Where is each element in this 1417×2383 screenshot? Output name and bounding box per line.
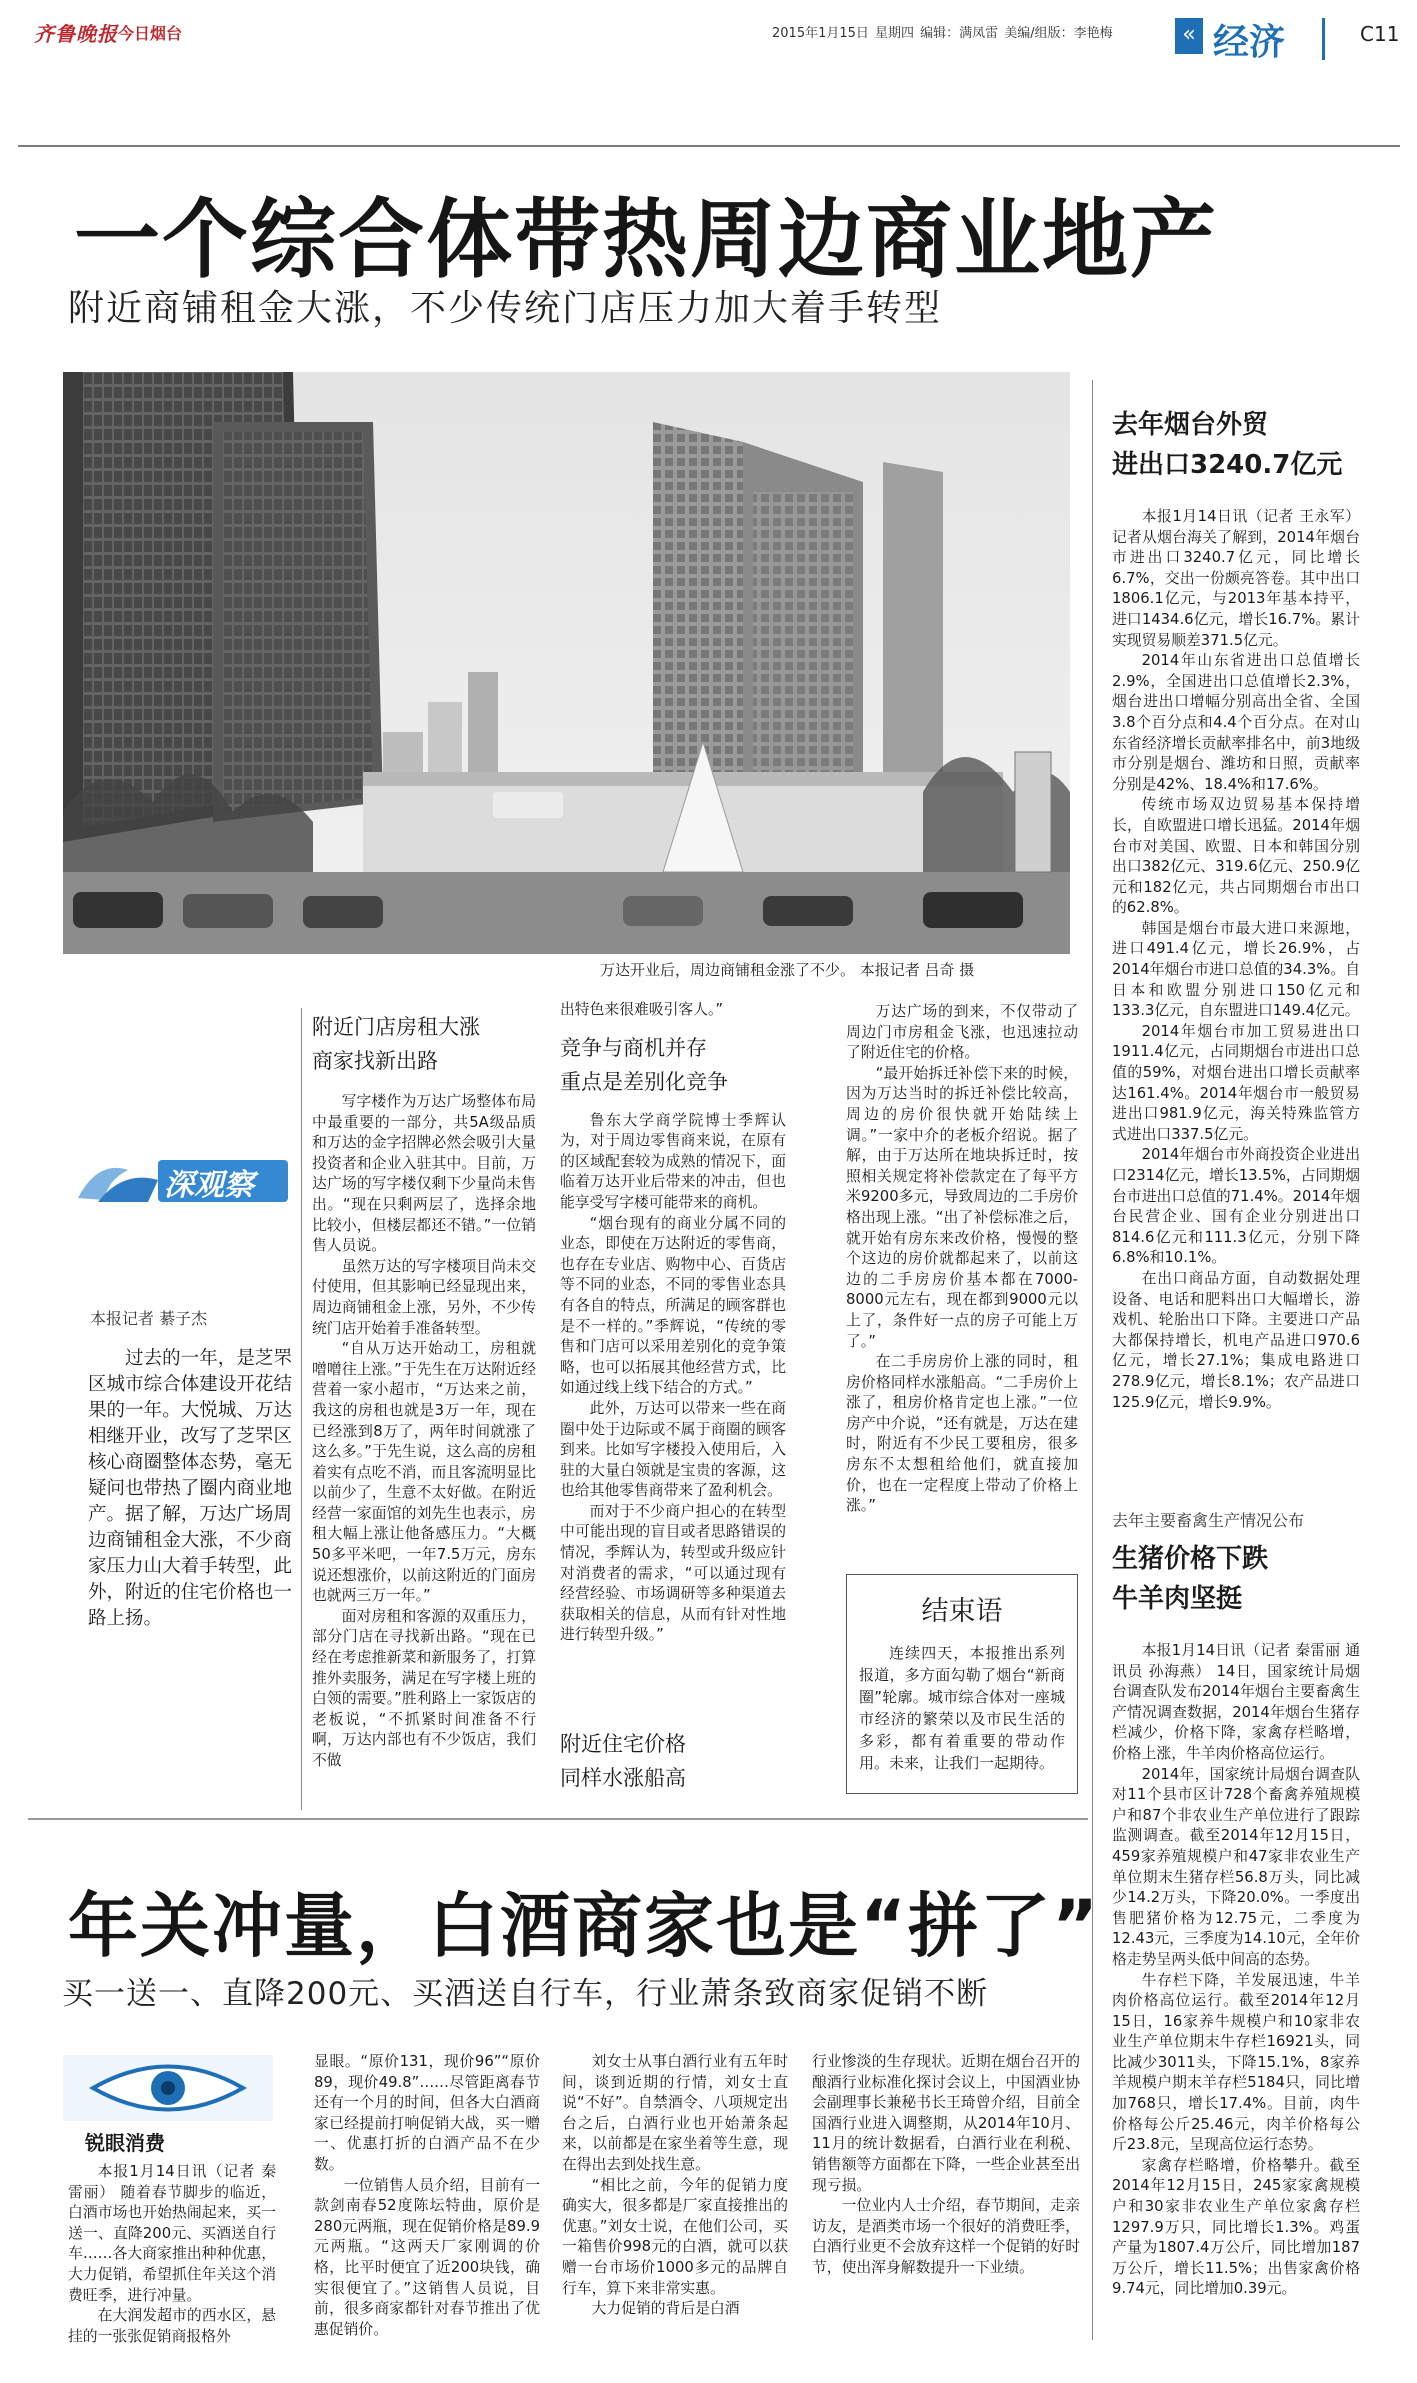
main-col-2	[560, 1000, 786, 1795]
paragraph: 传统市场双边贸易基本保持增长，自欧盟进口增长迅猛。2014年烟台市对美国、欧盟、日本和韩国分别出口382亿元、319.6亿元、250.9亿元和182亿元，共占同期烟台市出口的62.8%。	[1112, 796, 1360, 917]
paragraph: 万达广场的到来，不仅带动了周边门市房租金飞涨，也迅速拉动了附近住宅的价格。	[846, 1003, 1078, 1062]
main-col-2-body	[560, 1111, 786, 1713]
paragraph: “烟台现有的商业分属不同的业态，即使在万达附近的零售商，也存在专业店、购物中心、百货店等不同的业态，不同的零售业态具有各自的特点，所满足的顾客群也是不一样的。”季辉说，“传统的零售和门店可以采用差别化的竞争策略，也可以拓展其他经营方式，比如通过线上线下结合的方式。”	[560, 1214, 786, 1397]
paragraph: 大力促销的背后是白酒	[591, 2300, 740, 2318]
liquor-col-1	[68, 2162, 276, 2372]
section-1-title: 附近门店房租大涨	[312, 1015, 480, 1039]
paragraph: 刘女士从事白酒行业有五年时间，谈到近期的行情，刘女士直说“不好”。自禁酒令、八项规定出台之后，白酒行业也开始萧条起来，以前都是在家坐着等生意，现在得出去到处找生意。	[562, 2053, 788, 2173]
paragraph: “最开始拆迁补偿下来的时候，因为万达当时的拆迁补偿比较高，周边的房价很快就开始陆续上调。”一家中介的老板介绍说。据了解，由于万达所在地块拆迁时，按照相关规定将补偿款定在了每平方米9200多元，导致周边的二手房价格出现上涨。“出了补偿标准之后，就开始有房东来改价格，慢慢的整个这边的房价就都起来了，以前这边的二手房房价基本都在7000-8000元左右，现在都到9000元以上了，条件好一点的房子可能上万了。”	[846, 1064, 1078, 1350]
main-subhead: 附近商铺租金大涨，不少传统门店压力加大着手转型	[68, 288, 943, 329]
paragraph: 韩国是烟台市最大进口来源地，进口491.4亿元，增长26.9%，占2014年烟台市进口总值的34.3%。自日本和欧盟分别进口150亿元和133.3亿元，自东盟进口149.4亿元。	[1112, 919, 1360, 1020]
livestock-article	[1112, 1508, 1360, 2371]
liquor-subhead: 买一送一、直降200元、买酒送自行车，行业萧条致商家促销不断	[62, 1976, 989, 2012]
wanda-plaza-photo	[63, 372, 1070, 954]
section-2-title: 竞争与商机并存	[560, 1035, 707, 1060]
livestock-body	[1112, 1641, 1360, 2371]
masthead-publication: 今日烟台	[118, 24, 183, 43]
bottom-section-rule	[28, 1818, 1088, 1820]
masthead-info: 2015年1月15日 星期四 编辑：满凤雷 美编/组版：李艳梅	[772, 26, 1113, 41]
column-logo-text: 锐眼消费	[85, 2131, 165, 2155]
section-divider	[1322, 18, 1325, 60]
paragraph: 一位销售人员介绍，目前有一款剑南春52度陈坛特曲，原价是280元两瓶，现在促销价格是89.9元两瓶。“这两天厂家刚调的价格，比平时便宜了近200块钱，确实很便宜了。”这销售人员说，目前，很多商家都针对春节推出了优惠促销价。	[314, 2176, 540, 2338]
livestock-kicker: 去年主要畜禽生产情况公布	[1112, 1511, 1305, 1530]
liquor-col-3	[562, 2052, 788, 2372]
paragraph: 家禽存栏略增，价格攀升。截至2014年12月15日，245家家禽规模户和30家非农业生产单位家禽存栏1297.9万只，同比增长1.3%。鸡蛋产量为1807.4万公斤，同比增加187万公斤，增长11.5%；出售家禽价格9.74元，同比增加0.39元。	[1112, 2156, 1360, 2298]
section-badge	[1175, 12, 1335, 64]
trade-title-2: 进出口3240.7亿元	[1112, 450, 1343, 480]
liquor-col-4	[812, 2052, 1080, 2372]
paragraph: 牛存栏下降，羊发展迅速，牛羊肉价格高位运行。截至2014年12月15日，16家养牛规模户和10家非农业生产单位期末牛存栏16921头，同比减少3011头，下降15.1%，8家养羊规模户期末羊存栏5184只，同比增加768只，增长17.4%。目前，肉牛价格每公斤25.46元，肉羊价格每公斤23.8元，呈现高位运行态势。	[1112, 1971, 1360, 2154]
section-name: 经济	[1213, 22, 1286, 63]
section-2-title-2: 重点是差别化竞争	[560, 1069, 728, 1094]
main-lead	[88, 1346, 292, 1746]
paragraph: 一位业内人士介绍，春节期间，走亲访友，是酒类市场一个很好的消费旺季，白酒行业更不会放弃这样一个促销的好时节，使出浑身解数提升一下业绩。	[812, 2197, 1080, 2276]
header-rule	[18, 145, 1400, 147]
conclusion-text: 连续四天，本报推出系列报道，多方面勾勒了烟台“新商圈”轮廓。城市综合体对一座城市经济的繁荣以及市民生活的多彩，都有着重要的带动作用。未来，让我们一起期待。	[859, 1644, 1065, 1772]
trade-title-1: 去年烟台外贸	[1112, 410, 1269, 440]
eye-icon	[63, 2055, 273, 2121]
main-headline: 一个综合体带热周边商业地产	[74, 190, 1218, 290]
paragraph: 面对房租和客源的双重压力，部分门店在寻找新出路。“现在已经在考虑推新菜和新服务了，打算推外卖服务，满足在写字楼上班的白领的需要。”胜利路上一家饭店的老板说，“不抓紧时间准备不行啊，万达内部也有不少饭店，我们不做	[312, 1607, 536, 1769]
main-photo	[63, 372, 1070, 954]
page-number: C11	[1360, 22, 1400, 46]
paragraph: 2014年，国家统计局烟台调查队对11个县市区计728个畜禽养殖规模户和87个非农业生产单位进行了跟踪监测调查。截至2014年12月15日，459家养殖规模户和47家非农业生产单位期末生猪存栏56.8万头，同比减少14.2万头，下降20.0%。一季度出售肥猪价格为12.75元，二季度为12.43元，三季度为14.10元，全年价格走势呈两头低中间高的态势。	[1112, 1765, 1360, 1968]
chevron-left-icon: «	[1175, 18, 1203, 54]
paragraph: 虽然万达的写字楼项目尚未交付使用，但其影响已经显现出来，周边商铺租金上涨，另外，不少传统门店开始着手准备转型。	[312, 1257, 536, 1337]
photo-caption: 万达开业后，周边商铺租金涨了不少。 本报记者 吕奇 摄	[600, 961, 975, 979]
masthead-brand: 齐鲁晚报	[34, 22, 118, 46]
paragraph: “相比之前，今年的促销力度确实大，很多都是厂家直接推出的优惠。”刘女士说，在他们公司，买一箱售价998元的白酒，就可以获赠一台市场价1000多元的品牌自行车，算下来非常实惠。	[562, 2176, 788, 2297]
main-col-1	[312, 1010, 536, 1828]
liquor-col-2	[314, 2052, 540, 2372]
section-3-title-2: 同样水涨船高	[560, 1765, 686, 1790]
paragraph: 本报1月14日讯（记者 秦雷丽 通讯员 孙海燕） 14日，国家统计局烟台调查队发布2014年烟台主要畜禽生产情况调查数据，2014年烟台生猪存栏减少，价格下降，家禽存栏略增，价格上涨，牛羊肉价格高位运行。	[1112, 1642, 1360, 1762]
paragraph: 在二手房房价上涨的同时，租房价格同样水涨船高。“二手房价上涨了，租房价格肯定也上涨。”一位房产中介说，“还有就是，万达在建时，附近有不少民工要租房，很多房东不太想租给他们，就直接加价，也在一定程度上带动了价格上涨。”	[846, 1353, 1078, 1515]
main-col-3	[846, 1002, 1078, 1556]
livestock-title-1: 生猪价格下跌	[1112, 1544, 1269, 1574]
column-logo-deep-observe	[68, 1150, 293, 1210]
paragraph: 2014年山东省进出口总值增长2.9%，全国进出口总值增长2.3%，烟台进出口增幅分别高出全省、全国3.8个百分点和4.4个百分点。在对山东省经济增长贡献率排名中，前3地级市分别是烟台、潍坊和日照，贡献率分别是42%、18.4%和17.6%。	[1112, 652, 1360, 793]
paragraph: 写字楼作为万达广场整体布局中最重要的一部分，共5A级品质和万达的金字招牌必然会吸引大量投资者和企业入驻其中。目前，万达广场的写字楼仅剩下少量尚未售出。“现在只剩两层了，选择余地比较小，但楼层都还不错。”一位销售人员说。	[312, 1093, 536, 1255]
paragraph: 在大润发超市的西水区，悬挂的一张张促销商报格外	[68, 2307, 276, 2345]
paragraph: 本报1月14日讯（记者 王永军） 记者从烟台海关了解到，2014年烟台市进出口3240.7亿元，同比增长6.7%，交出一份颇亮答卷。其中出口1806.1亿元，与2013年基本持平，进口1434.6亿元，增长16.7%。累计实现贸易顺差371.5亿元。	[1112, 508, 1360, 649]
paragraph: 显眼。“原价131，现价96”“原价89，现价49.8”……尽管距离春节还有一个月的时间，但各大白酒商家已经提前打响促销大战，买一赠一、优惠打折的白酒产品不在少数。	[314, 2053, 540, 2173]
main-byline: 本报记者 綦子杰	[90, 1309, 208, 1328]
column-logo-sharp-eye	[63, 2055, 273, 2161]
column-divider	[301, 1008, 302, 1810]
paragraph: 2014年烟台市外商投资企业进出口2314亿元，增长13.5%，占同期烟台市进出口总值的71.4%。2014年烟台民营企业、国有企业分别进出口814.6亿元和111.3亿元，分别下降6.8%和10.1%。	[1112, 1146, 1360, 1267]
livestock-title-2: 牛羊肉坚挺	[1112, 1584, 1243, 1614]
paragraph: 鲁东大学商学院博士季辉认为，对于周边零售商来说，在原有的区域配套较为成熟的情况下，面临着万达开业后带来的冲击，但也能享受写字楼可能带来的商机。	[560, 1111, 786, 1211]
liquor-headline: 年关冲量，白酒商家也是“拼了”	[68, 1885, 1101, 1967]
paragraph: 2014年烟台市加工贸易进出口1911.4亿元，占同期烟台市进出口总值的59%，对烟台进出口增长贡献率达161.4%。2014年烟台市一般贸易进出口981.9亿元，海关特殊监管方式进出口337.5亿元。	[1112, 1022, 1360, 1143]
paragraph: “自从万达开始动工，房租就噌噌往上涨。”于先生在万达附近经营着一家小超市，“万达来之前，我这的房租也就是3万一年，现在已经涨到8万了，两年时间就涨了这么多。”于先生说，这么高的房租着实有点吃不消，而且客流明显比以前少了，生意不太好做。在附近经营一家面馆的刘先生也表示，房租大幅上涨让他备感压力。“大概50多平米吧，一年7.5万元，房东说还想涨价，以前这附近的门面房也就两三万一年。”	[312, 1340, 536, 1605]
col-2-top-line: 出特色来很难吸引客人。”	[560, 1001, 724, 1018]
section-1-title-2: 商家找新出路	[312, 1049, 438, 1073]
lead-paragraph: 过去的一年，是芝罘区城市综合体建设开花结果的一年。大悦城、万达相继开业，改写了芝罘区核心商圈整体态势，毫无疑问也带热了圈内商业地产。据了解，万达广场周边商铺租金大涨，不少商家压力山大着手转型，此外，附近的住宅价格也一路上扬。	[88, 1348, 292, 1629]
trade-article	[1112, 405, 1360, 1447]
column-logo-text: 深观察	[164, 1168, 254, 1203]
main-col-1-body	[312, 1092, 536, 1828]
paragraph: 而对于不少商户担心的在转型中可能出现的盲目或者思路错误的情况，季辉认为，转型或升级应针对消费者的需求，“可以通过现有经营经验、市场调研等多种渠道去获取相关的信息，从而有针对性地进行转型升级。”	[560, 1502, 786, 1644]
paragraph: 本报1月14日讯（记者 秦雷丽） 随着春节脚步的临近，白酒市场也开始热闹起来，买一送一、直降200元、买酒送自行车……各大商家推出种种优惠，大力促销，希望抓住年关这个消费旺季，进行冲量。	[68, 2163, 276, 2304]
section-3-title: 附近住宅价格	[560, 1731, 686, 1756]
trade-body	[1112, 507, 1360, 1447]
paragraph: 在出口商品方面，自动数据处理设备、电话和肥料出口大幅增长，游戏机、轮胎出口下降。主要进口产品大都保持增长，机电产品进口970.6亿元，增长27.1%；集成电路进口278.9亿元，增长8.1%；农产品进口125.9亿元，增长9.9%。	[1112, 1269, 1360, 1411]
paragraph: 此外，万达可以带来一些在商圈中处于边际或不属于商圈的顾客到来。比如写字楼投入使用后，入驻的大量白领就是宝贵的客源，这也给其他零售商带来了盈利机会。	[560, 1399, 786, 1500]
paragraph: 行业惨淡的生存现状。近期在烟台召开的酿酒行业标准化探讨会议上，中国酒业协会副理事长兼秘书长王琦曾介绍，目前全国酒行业进入调整期，从2014年10月、11月的统计数据看，白酒行业在利税、销售额等方面都在下降，一些企业甚至出现亏损。	[812, 2053, 1080, 2194]
conclusion-box	[846, 1574, 1078, 1794]
right-column-divider	[1092, 380, 1093, 2340]
conclusion-title: 结束语	[921, 1596, 1003, 1627]
